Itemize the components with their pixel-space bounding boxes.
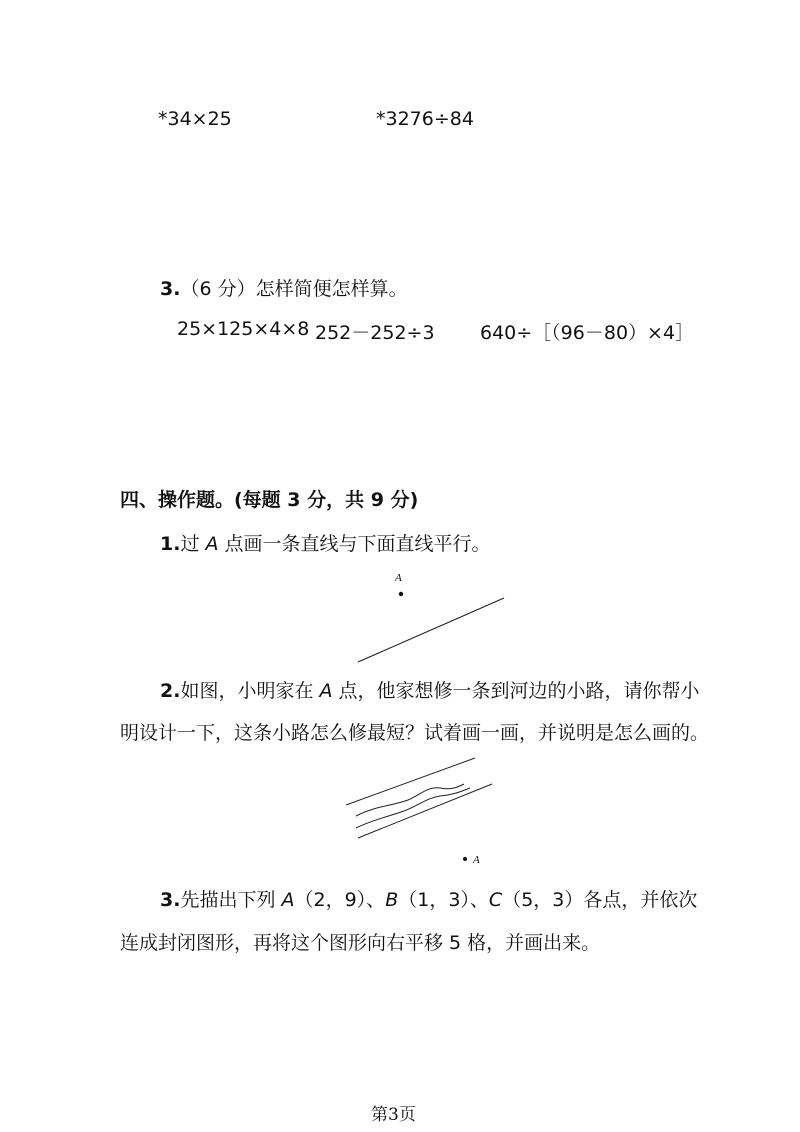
operation-2-text-b: 点，他家想修一条到河边的小路，请你帮小 [332, 680, 700, 702]
expression-1: 25×125×4×8 [177, 318, 310, 340]
operation-2-line-2: 明设计一下，这条小路怎么修最短？试着画一画，并说明是怎么画的。 [120, 722, 710, 744]
point-b-name: B [385, 889, 399, 911]
river-wave-1 [356, 784, 464, 816]
river-bank-top [346, 758, 475, 805]
figure-1-line [358, 598, 504, 662]
river-wave-2 [356, 788, 470, 828]
figure-2-point-a [463, 857, 467, 861]
operation-3-line-2: 连成封闭图形，再将这个图形向右平移 5 格，并画出来。 [120, 932, 601, 954]
figure-1-point-a [399, 592, 403, 596]
figure-parallel-line [358, 572, 504, 662]
figure-river [346, 758, 492, 838]
coord-a: （2，9）、 [294, 889, 386, 911]
point-a-label: A [319, 680, 333, 702]
operation-2-text-a: 如图，小明家在 [180, 680, 320, 702]
coord-b: （1，3）、 [398, 889, 489, 911]
operation-1-number: 1. [160, 533, 181, 555]
operation-1-text-a: 过 [180, 533, 206, 555]
operation-2-number: 2. [160, 680, 181, 702]
expression-2: 252－252÷3 [315, 322, 435, 344]
coord-c: （5，3）各点，并依次 [502, 889, 698, 911]
section-4-title: 四、操作题。(每题 3 分，共 9 分) [120, 489, 419, 511]
calc-item-2: *3276÷84 [376, 108, 474, 130]
point-a-label: A [205, 533, 219, 555]
operation-3-text-a: 先描出下列 [180, 889, 282, 911]
question-3-text: （6 分）怎样简便怎样算。 [180, 278, 408, 300]
page-number: 第3页 [371, 1105, 416, 1125]
calc-item-1: *34×25 [158, 108, 232, 130]
river-bank-bottom [358, 784, 492, 838]
figure-2-point-label: A [473, 854, 480, 866]
figure-1-point-label: A [395, 572, 402, 584]
operation-1-text-b: 点画一条直线与下面直线平行。 [218, 533, 491, 555]
point-c-name: C [488, 889, 503, 911]
question-3-number: 3. [160, 278, 181, 300]
operation-3-number: 3. [160, 889, 181, 911]
point-a-name: A [281, 889, 295, 911]
expression-3: 640÷［（96－80）×4］ [480, 322, 695, 344]
